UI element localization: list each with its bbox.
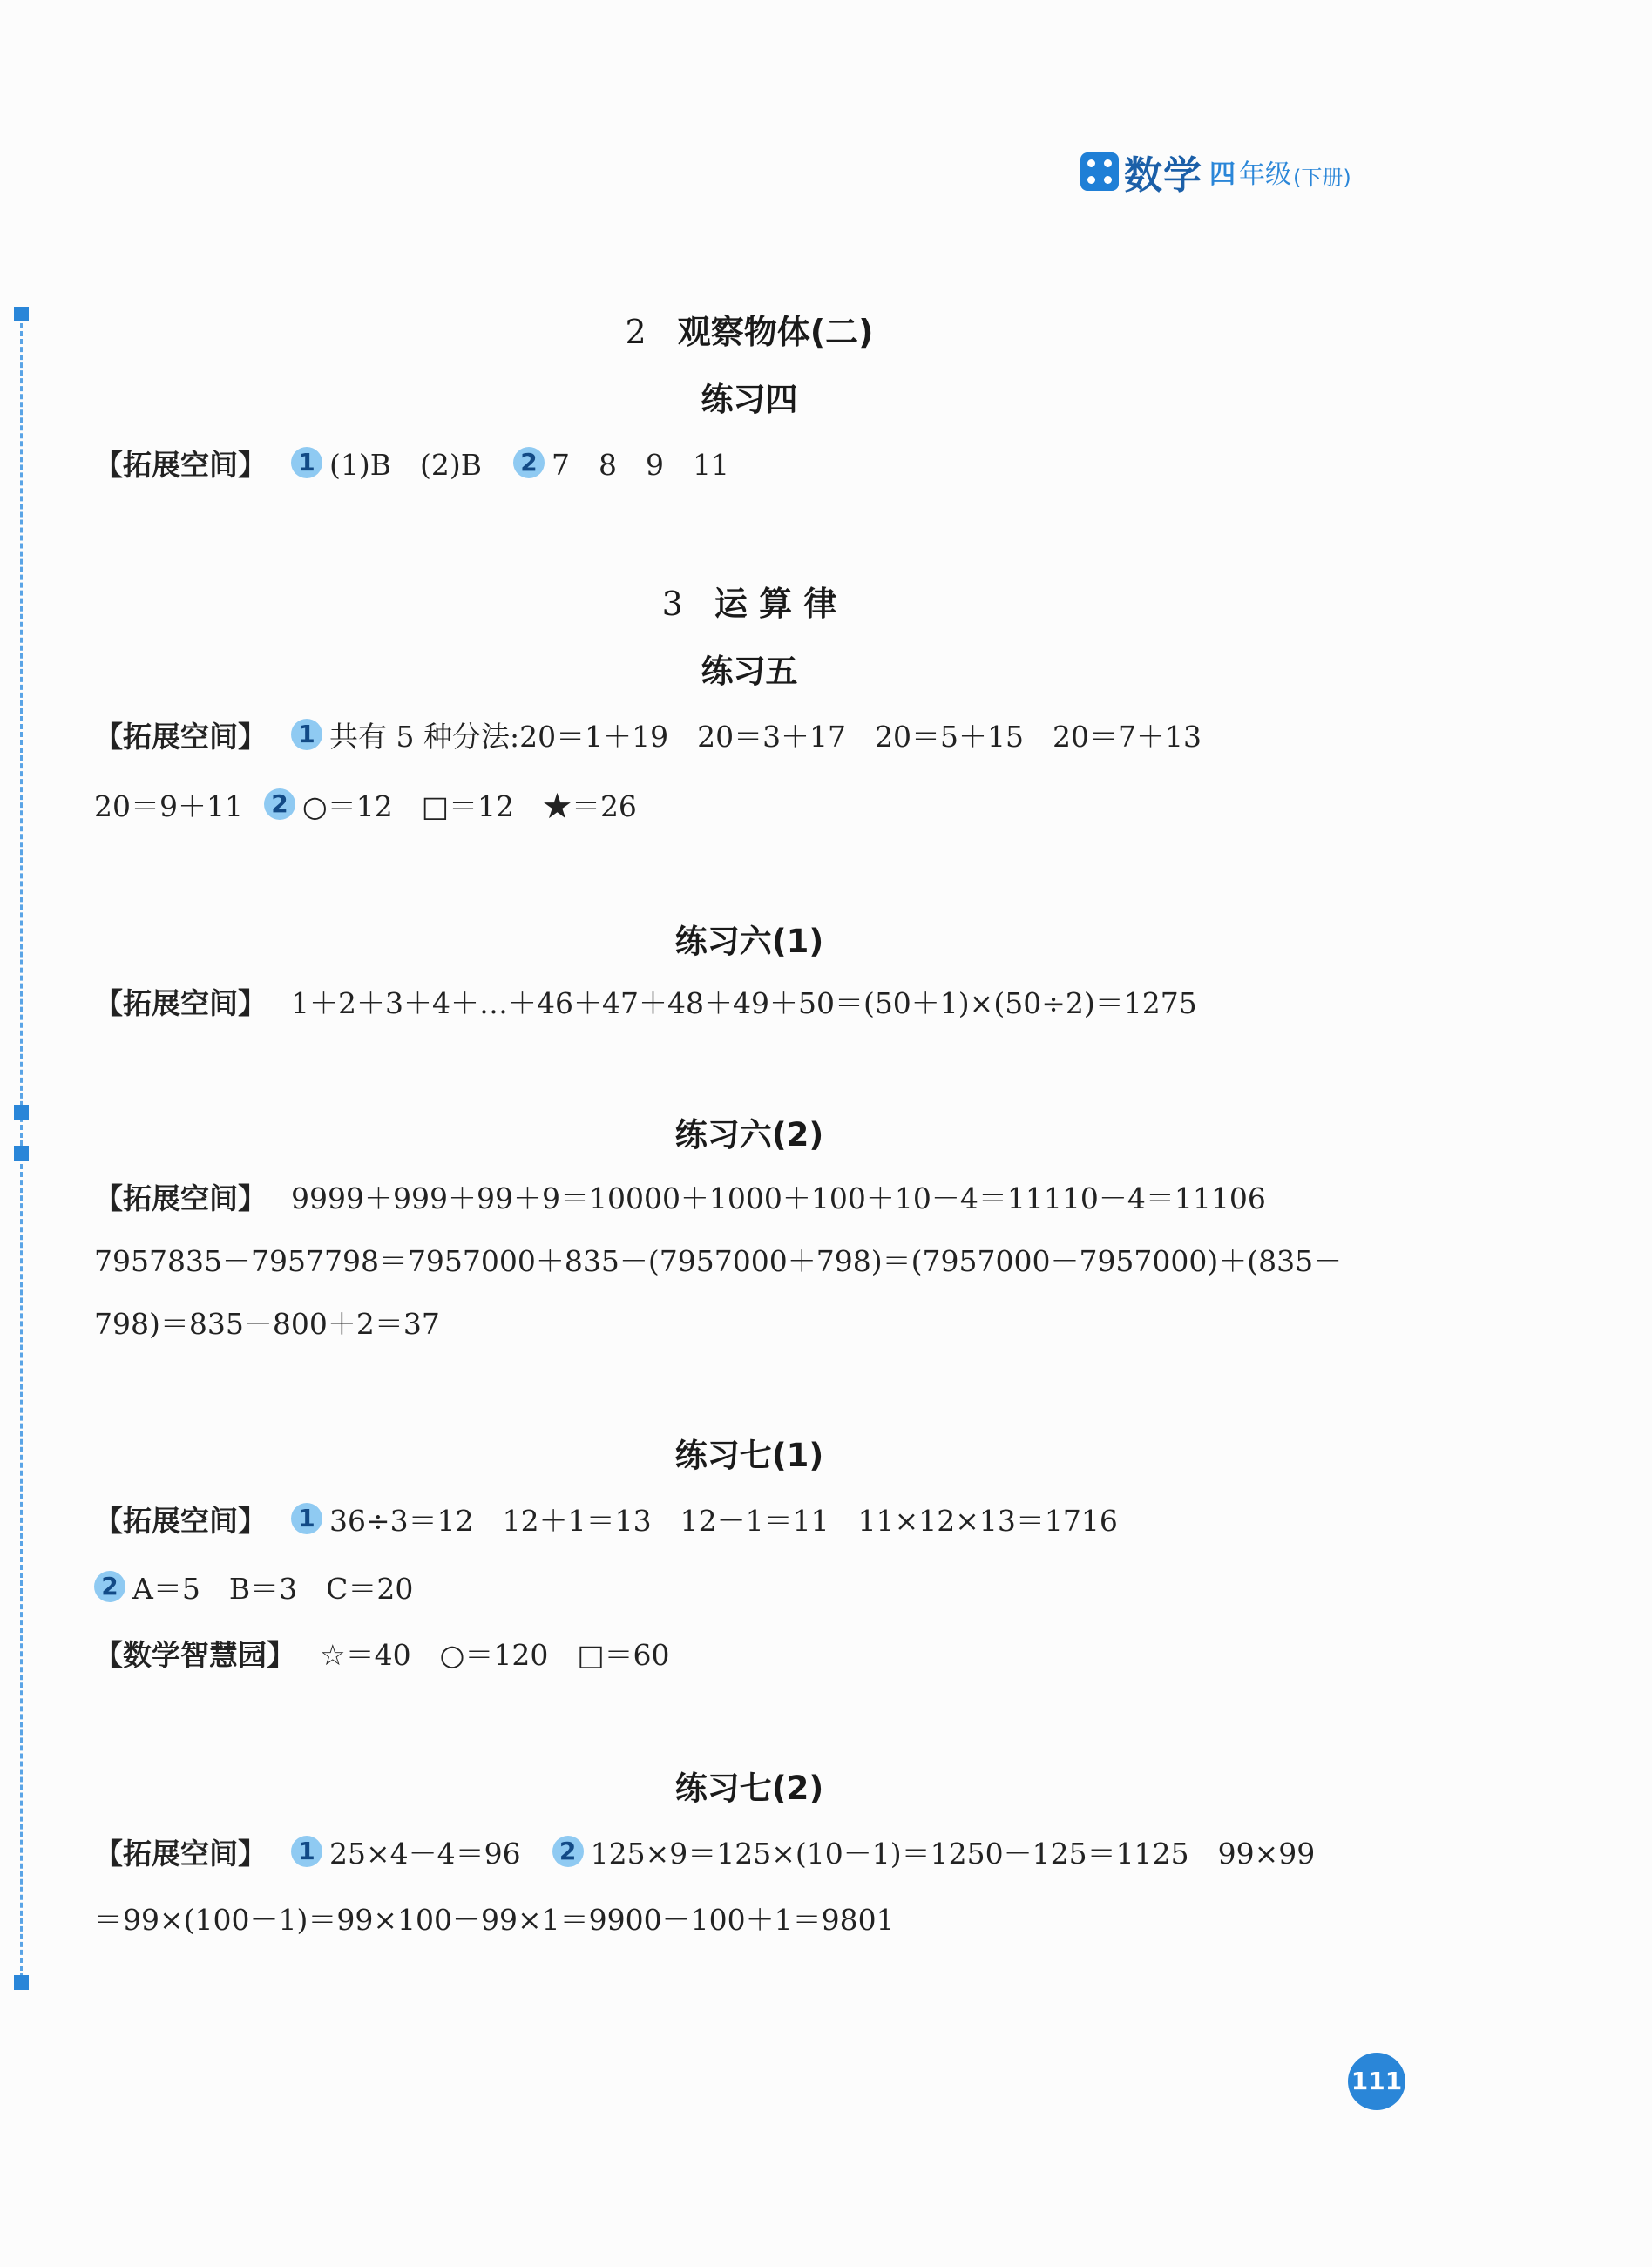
section-title: 2 观察物体(二): [625, 313, 874, 351]
answer-text: ＝99×(100－1)＝99×100－99×1＝9900－100＋1＝9801: [94, 1902, 895, 1937]
grade-label: 年级: [1239, 159, 1291, 190]
question-number-badge: 2: [264, 788, 295, 820]
grade-number: 四: [1209, 159, 1236, 190]
question-number-badge: 1: [291, 719, 322, 750]
exercise-title: 练习六(1): [674, 923, 824, 960]
question-number-badge: 2: [94, 1571, 125, 1602]
answer-line: [94, 1174, 1266, 1218]
page-number-badge: 111: [1348, 2053, 1405, 2110]
term-label: (下册): [1293, 165, 1351, 190]
answer-text: 36÷3＝12 12＋1＝13 12－1＝11 11×12×13＝1716: [329, 1503, 1118, 1538]
answer-text: ☆＝40 ○＝120 □＝60: [320, 1637, 670, 1672]
answer-text: 1＋2＋3＋4＋…＋46＋47＋48＋49＋50＝(50＋1)×(50÷2)＝1275: [291, 985, 1197, 1020]
answer-tag: 【拓展空间】: [94, 1503, 267, 1538]
exercise-title: 练习七(1): [674, 1437, 824, 1474]
exercise-title: 练习四: [701, 381, 798, 418]
question-number-badge: 2: [513, 447, 545, 478]
answer-text: 共有 5 种分法:20＝1＋19 20＝3＋17 20＝5＋15 20＝7＋13: [329, 719, 1202, 754]
answer-text: 7957835－7957798＝7957000＋835－(7957000＋798)＝(7957000－7957000)＋(835－: [94, 1243, 1343, 1278]
exercise-title: 练习六(2): [674, 1116, 824, 1154]
answer-text: A＝5 B＝3 C＝20: [132, 1571, 414, 1606]
answer-tag: 【拓展空间】: [94, 1181, 267, 1215]
answer-text: 9999＋999＋99＋9＝10000＋1000＋100＋10－4＝11110－4＝11106: [291, 1181, 1266, 1215]
question-number-badge: 1: [291, 1503, 322, 1534]
answer-line: [94, 1565, 413, 1608]
question-number-badge: 2: [552, 1836, 584, 1867]
answer-line: [94, 1896, 895, 1939]
answer-tag: 【拓展空间】: [94, 447, 267, 482]
answer-text: 798)＝835－800＋2＝37: [94, 1306, 440, 1341]
answer-tag: 【拓展空间】: [94, 985, 267, 1020]
answer-line: [94, 713, 1202, 756]
answer-line: [94, 1497, 1118, 1540]
exercise-title: 练习五: [701, 653, 798, 690]
answer-tag: 【拓展空间】: [94, 1836, 267, 1871]
answer-line: [94, 1300, 440, 1343]
answer-text: 7 8 9 11: [552, 447, 729, 482]
answer-tag: 【拓展空间】: [94, 719, 267, 754]
question-number-badge: 1: [291, 447, 322, 478]
answer-text: 125×9＝125×(10－1)＝1250－125＝1125 99×99: [590, 1836, 1316, 1871]
answer-line: [94, 1631, 670, 1675]
section-title: 3 运 算 律: [661, 585, 837, 623]
answer-line: [94, 1237, 1342, 1281]
exercise-title: 练习七(2): [674, 1770, 824, 1807]
answer-line: [94, 979, 1197, 1023]
dice-logo-icon: [1080, 152, 1119, 191]
answer-text: ○＝12 □＝12 ★＝26: [301, 788, 637, 823]
answer-text: (1)B (2)B: [329, 447, 482, 482]
answer-line: [94, 1830, 1315, 1873]
answer-tag: 【数学智慧园】: [94, 1637, 295, 1672]
book-header: [1080, 144, 1351, 200]
answer-text: 20＝9＋11: [94, 788, 243, 823]
binding-marker-icon: [14, 1975, 29, 1990]
answer-text: 25×4－4＝96: [329, 1836, 521, 1871]
subject-title: 数学: [1124, 153, 1202, 198]
question-number-badge: 1: [291, 1836, 322, 1867]
answer-line: [94, 441, 729, 484]
answer-line: [94, 782, 637, 826]
